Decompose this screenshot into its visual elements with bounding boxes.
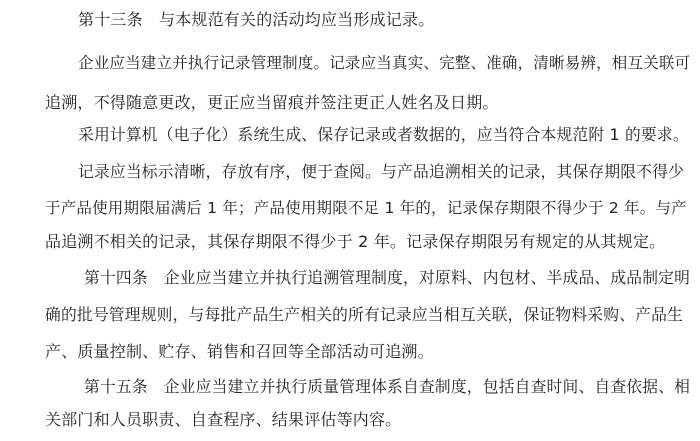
article-13-p2-line-1: 采用计算机（电子化）系统生成、保存记录或者数据的，应当符合本规范附 1 的要求。 [78,125,689,144]
article-14-line-3: 产、质量控制、贮存、销售和召回等全部活动可追溯。 [45,342,434,361]
article-15-line-2: 关部门和人员职责、自查程序、结果评估等内容。 [45,410,402,429]
article-14-line-1: 第十四条 企业应当建立并执行追溯管理制度，对原料、内包材、半成品、成品制定明 [84,268,691,287]
article-13-p1-line-1: 企业应当建立并执行记录管理制度。记录应当真实、完整、准确，清晰易辨，相互关联可 [78,54,691,72]
article-13-p3-line-2: 于产品使用期限届满后 1 年；产品使用期限不足 1 年的，记录保存期限不得少于 2 年。与产 [45,199,687,217]
article-13-p3-line-3: 品追溯不相关的记录，其保存期限不得少于 2 年。记录保存期限另有规定的从其规定。 [45,232,666,251]
article-13-p1-line-2: 追溯，不得随意更改，更正应当留痕并签注更正人姓名及日期。 [45,93,499,112]
article-14-line-2: 确的批号管理规则，与每批产品生产相关的所有记录应当相互关联，保证物料采购、产品生 [45,305,683,324]
article-13-p3-line-1: 记录应当标示清晰，存放有序，便于查阅。与产品追溯相关的记录，其保存期限不得少 [78,162,685,181]
article-15-line-1: 第十五条 企业应当建立并执行质量管理体系自查制度，包括自查时间、自查依据、相 [84,377,691,396]
article-13-heading: 第十三条 与本规范有关的活动均应当形成记录。 [78,10,435,29]
